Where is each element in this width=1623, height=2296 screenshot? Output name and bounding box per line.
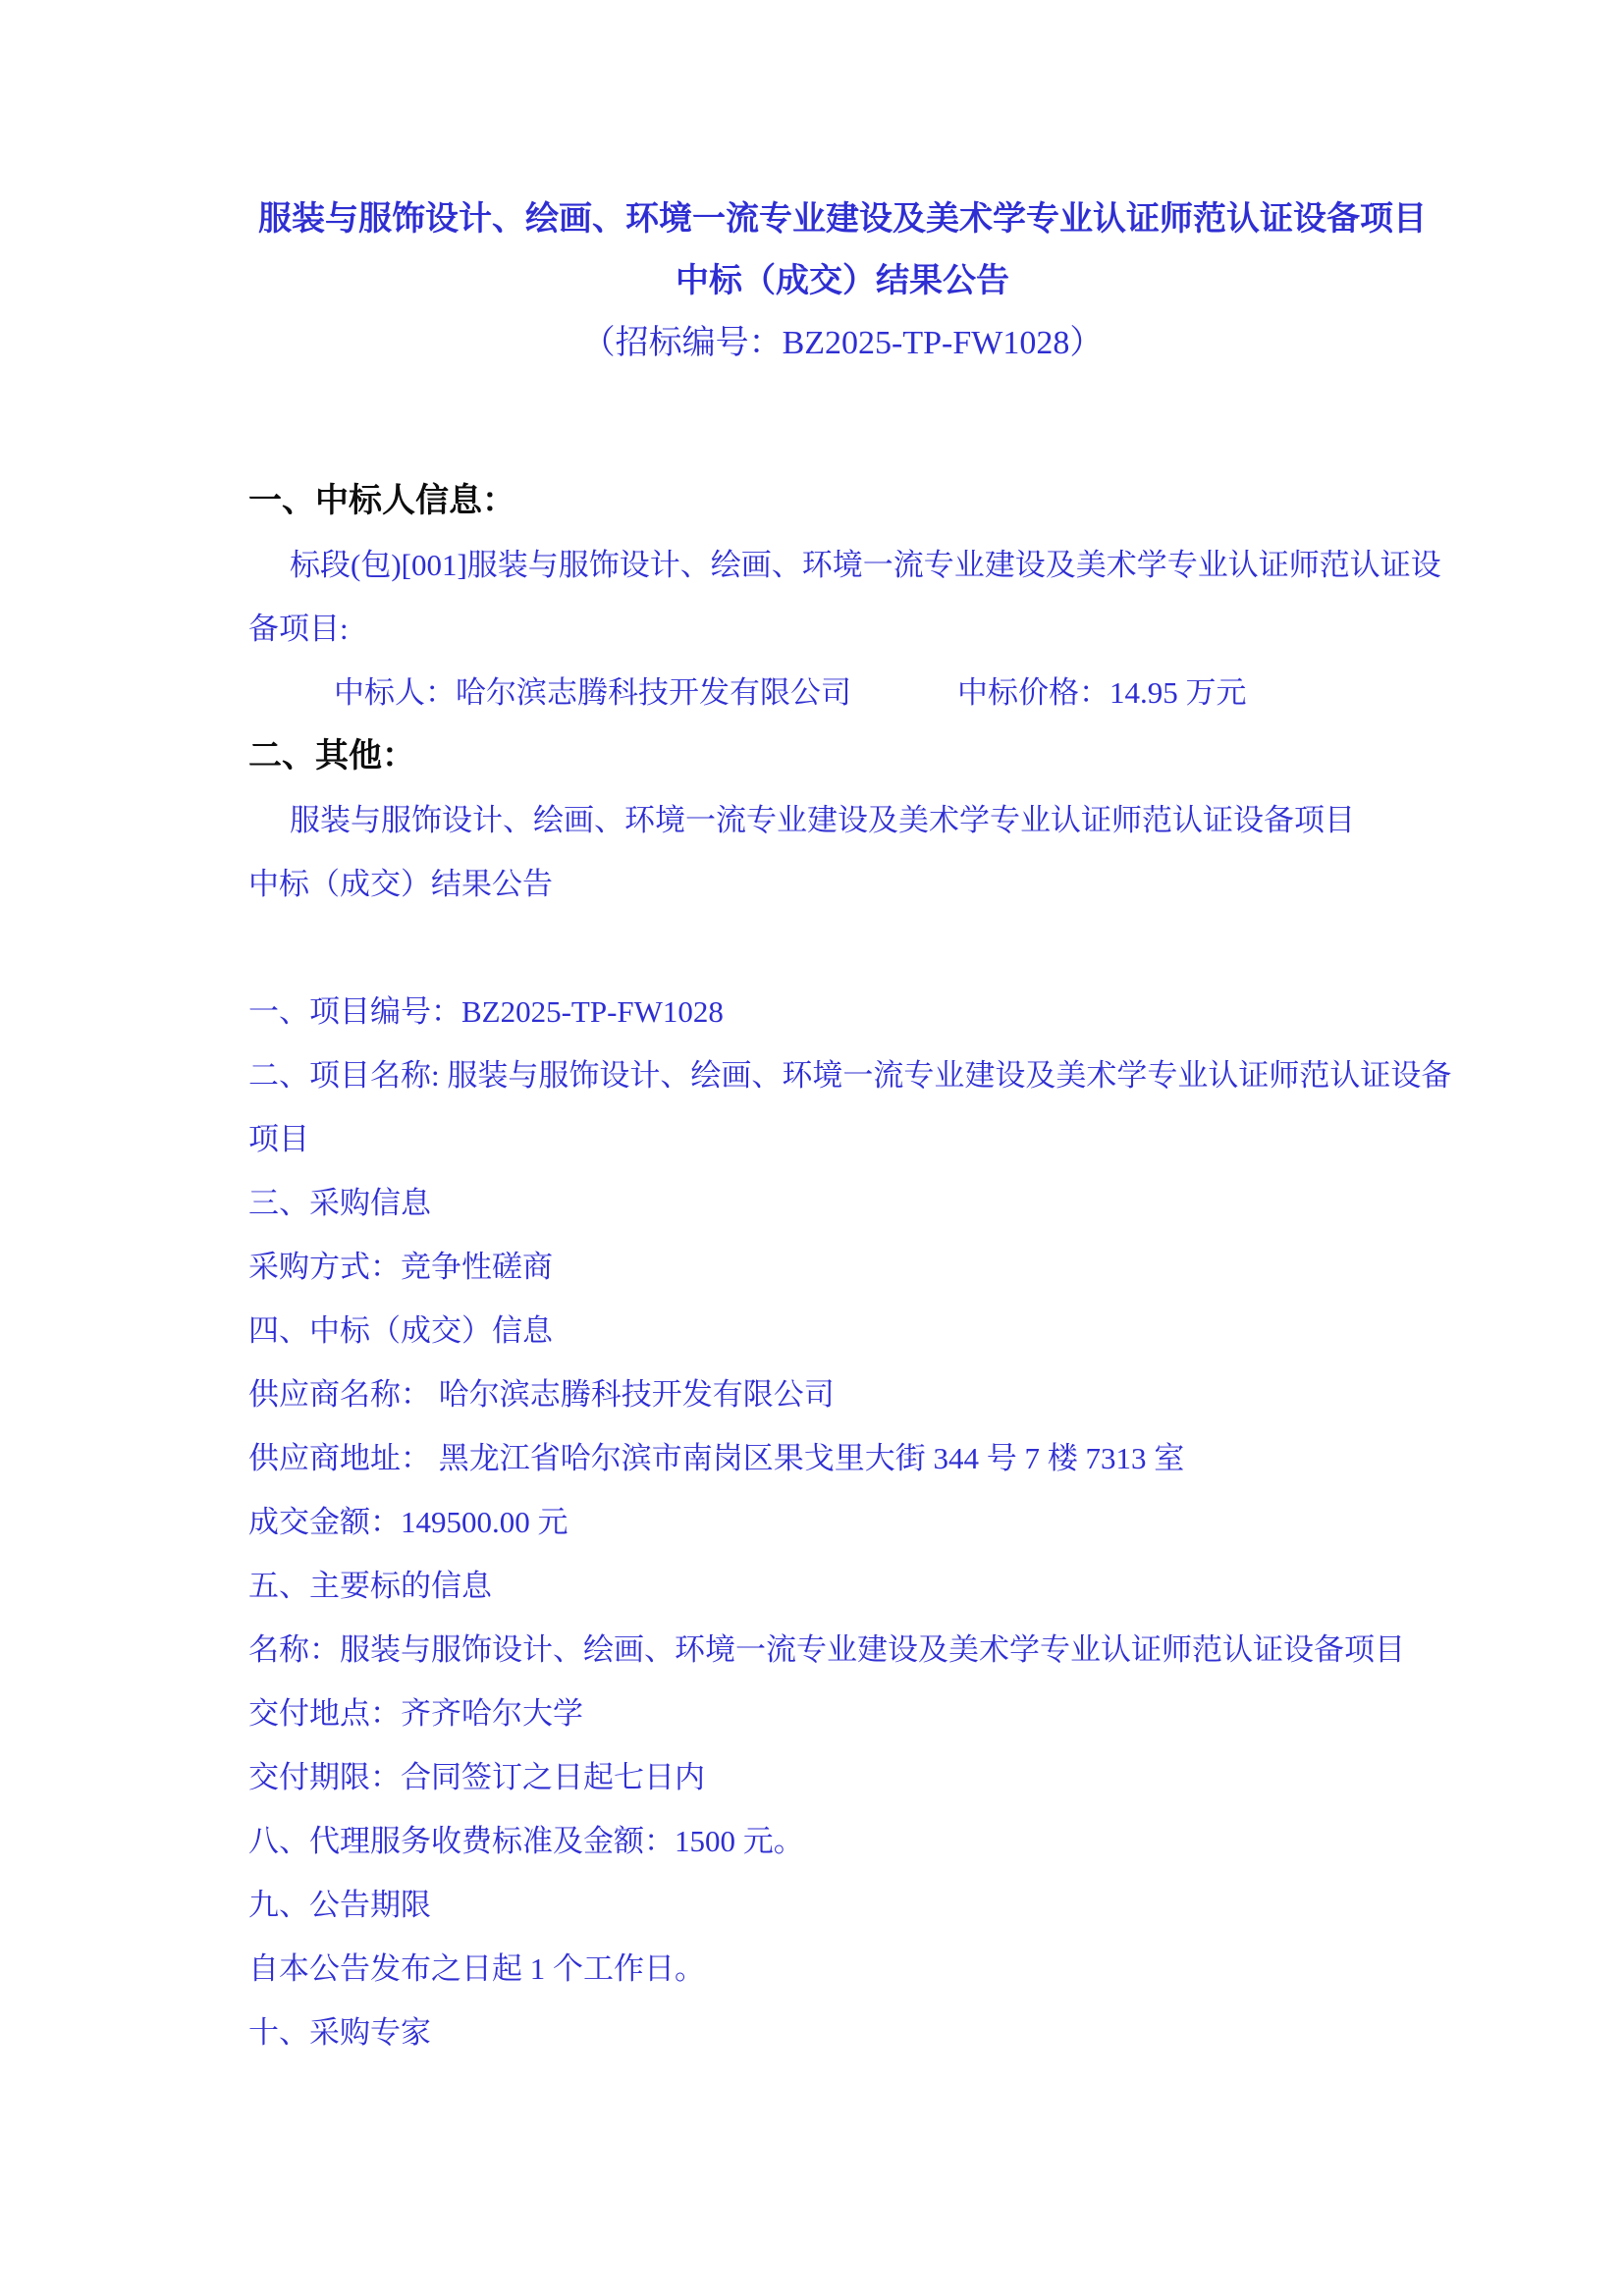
- title-block: [248, 188, 1436, 374]
- notice-period-heading: 九、公告期限: [248, 1888, 431, 1922]
- document-title-line2: 中标（成交）结果公告: [676, 263, 1009, 299]
- other-project-title-line: 服装与服饰设计、绘画、环境一流专业建设及美术学专业认证师范认证设备项目: [290, 803, 1355, 837]
- agency-fee-line: 八、代理服务收费标准及金额：1500 元。: [248, 1824, 804, 1858]
- subject-name-line: 名称：服装与服饰设计、绘画、环境一流专业建设及美术学专业认证师范认证设备项目: [248, 1632, 1405, 1667]
- lot-description-line2: 备项目:: [248, 612, 349, 646]
- supplier-address-line: 供应商地址： 黑龙江省哈尔滨市南岗区果戈里大街 344 号 7 楼 7313 室: [248, 1441, 1185, 1475]
- award-info-heading: 四、中标（成交）信息: [248, 1313, 553, 1348]
- subject-info-heading: 五、主要标的信息: [248, 1569, 492, 1603]
- supplier-name-line: 供应商名称： 哈尔滨志腾科技开发有限公司: [248, 1377, 835, 1412]
- notice-period-text-line: 自本公告发布之日起 1 个工作日。: [248, 1951, 705, 1986]
- document-content: [248, 0, 1452, 2064]
- deal-amount-line: 成交金额：149500.00 元: [248, 1505, 568, 1539]
- procurement-method-line: 采购方式：竞争性磋商: [248, 1250, 553, 1284]
- winner-price-line: [248, 661, 1436, 724]
- blank-line: [248, 916, 1436, 980]
- document-body: [248, 469, 1452, 2064]
- heading-winner-info: 一、中标人信息：: [248, 483, 515, 519]
- heading-other: 二、其他：: [248, 738, 415, 774]
- lot-description-line1: 标段(包)[001]服装与服饰设计、绘画、环境一流专业建设及美术学专业认证师范认证设: [290, 548, 1441, 582]
- winner-name: 中标人：哈尔滨志腾科技开发有限公司: [334, 675, 851, 710]
- experts-heading: 十、采购专家: [248, 2015, 431, 2050]
- project-name-line2: 项目: [248, 1122, 309, 1156]
- delivery-place-line: 交付地点：齐齐哈尔大学: [248, 1696, 583, 1731]
- other-announcement-line: 中标（成交）结果公告: [248, 867, 553, 901]
- winning-price: 中标价格：14.95 万元: [957, 675, 1247, 710]
- delivery-term-line: 交付期限：合同签订之日起七日内: [248, 1760, 705, 1794]
- project-name-line1: 二、项目名称: 服装与服饰设计、绘画、环境一流专业建设及美术学专业认证师范认证设备: [248, 1058, 1452, 1093]
- tender-number-line: （招标编号：BZ2025-TP-FW1028）: [581, 325, 1104, 361]
- project-number-line: 一、项目编号：BZ2025-TP-FW1028: [248, 994, 724, 1029]
- procurement-info-heading: 三、采购信息: [248, 1186, 431, 1220]
- document-title-line1: 服装与服饰设计、绘画、环境一流专业建设及美术学专业认证师范认证设备项目: [258, 201, 1427, 238]
